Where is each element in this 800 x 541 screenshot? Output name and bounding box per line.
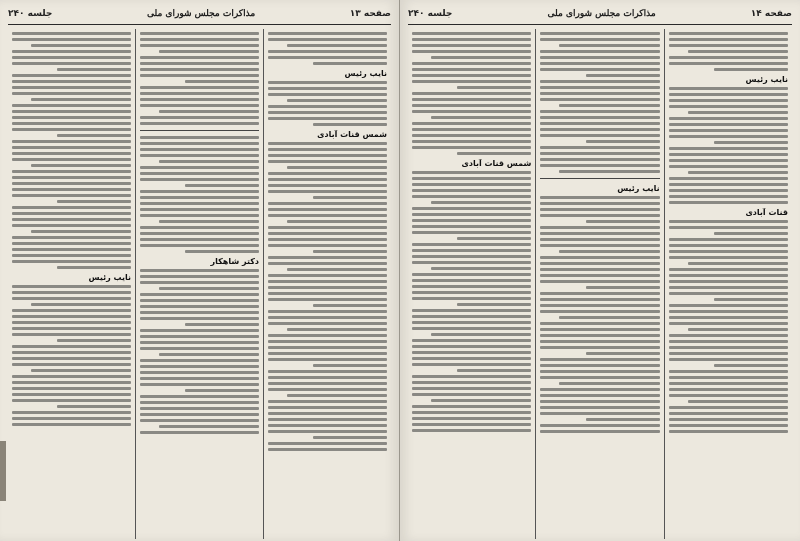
right-columns <box>408 29 792 539</box>
right-column-2 <box>536 29 664 539</box>
speaker-label: نایب رئیس <box>617 184 660 193</box>
left-page-number: صفحه ۱۳ <box>349 9 391 19</box>
right-page-number: صفحه ۱۴ <box>750 9 792 19</box>
speaker-label: نایب رئیس <box>745 75 788 84</box>
left-running-title: مذاکرات مجلس شورای ملی <box>147 9 256 19</box>
speaker-label: قنات آبادی <box>745 208 788 217</box>
speaker-label: شمس قنات آبادی <box>317 130 387 139</box>
left-session-label: جلسه ۲۴۰ <box>8 9 53 19</box>
speaker-label: نایب رئیس <box>88 273 131 282</box>
scan-edge-mark <box>0 441 6 501</box>
speaker-label: شمس قنات آبادی <box>461 159 532 168</box>
speaker-label: دکتر شاهکار <box>210 257 259 266</box>
left-column-2 <box>136 29 264 539</box>
right-column-1 <box>665 29 792 539</box>
left-column-1 <box>264 29 391 539</box>
speaker-label: نایب رئیس <box>344 69 387 78</box>
section-divider <box>540 178 659 179</box>
right-running-title: مذاکرات مجلس شورای ملی <box>547 9 656 19</box>
section-divider <box>140 130 259 131</box>
left-columns <box>8 29 391 539</box>
left-column-3 <box>8 29 136 539</box>
right-page-header <box>408 6 792 25</box>
right-page <box>400 0 800 541</box>
right-session-label: جلسه ۲۴۰ <box>408 9 453 19</box>
left-page-header <box>8 6 391 25</box>
right-column-3 <box>408 29 536 539</box>
